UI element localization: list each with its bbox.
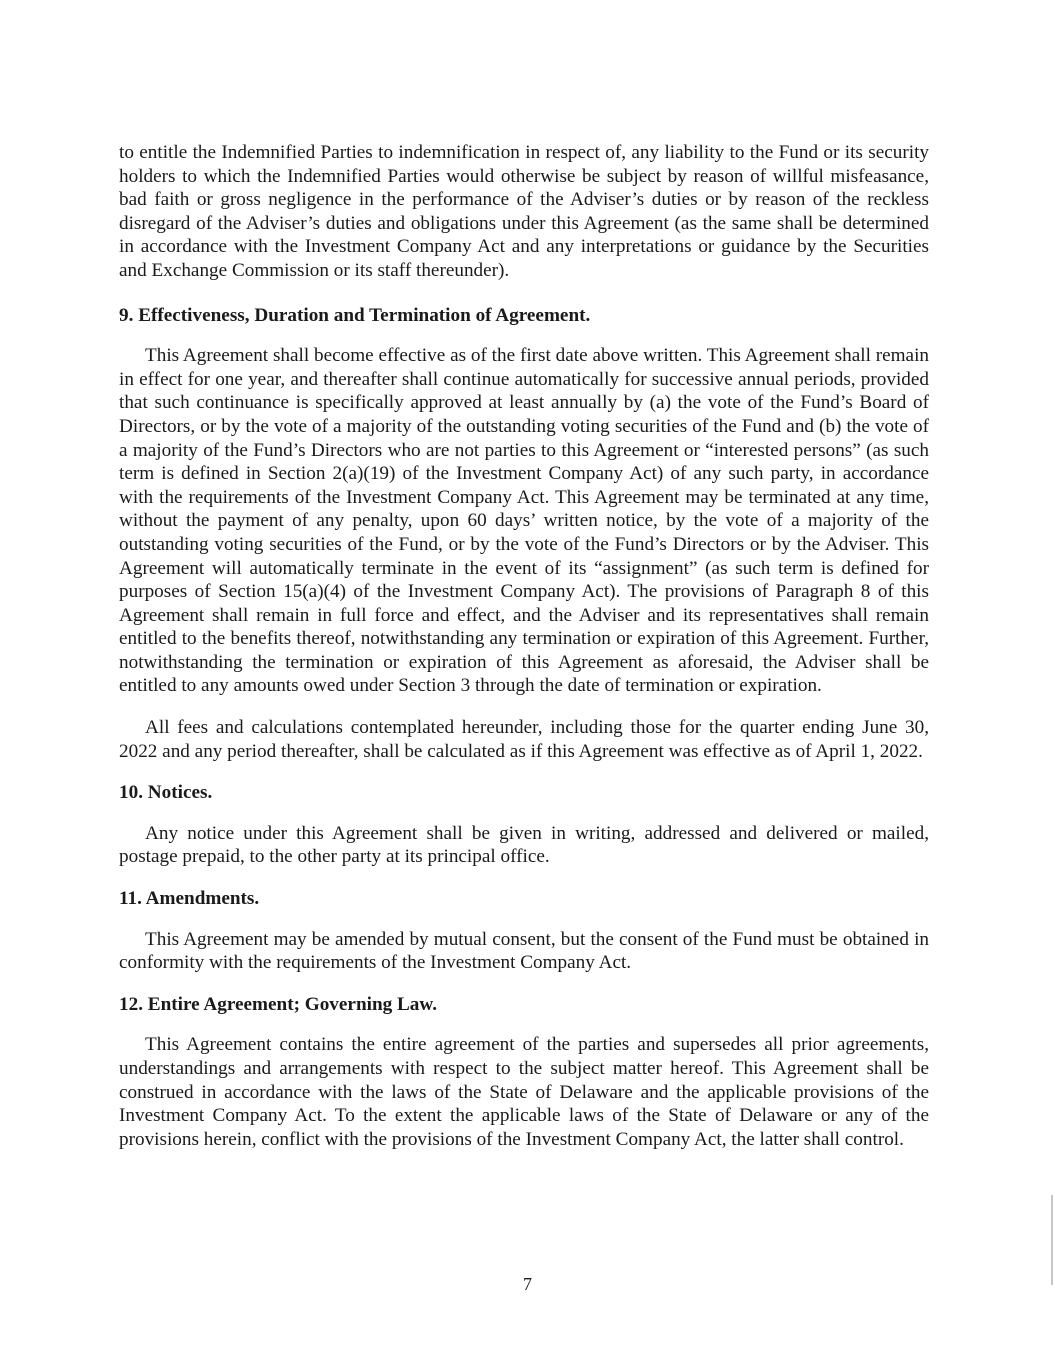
section-9-paragraph-2: All fees and calculations contemplated hereunder, including those for the quarter ending June 30, 2022 and any period thereafter, shall be calculated as if this Agreement was effective as of April 1, 2022. (119, 717, 929, 762)
section-11-heading: 11. Amendments. (119, 888, 260, 910)
section-10-heading: 10. Notices. (119, 782, 213, 804)
section-12-paragraph: This Agreement contains the entire agreement of the parties and supersedes all prior agreements, understandings and arrangements with respect to the subject matter hereof. This Agreement shall be construed in accordance with the laws of the State of Delaware and the applicable provisions of the Investment Company Act. To the extent the applicable laws of the State of Delaware or any of the provisions herein, conflict with the provisions of the Investment Company Act, the latter shall control. (119, 1034, 929, 1150)
intro-paragraph: to entitle the Indemnified Parties to indemnification in respect of, any liability to the Fund or its security holders to which the Indemnified Parties would otherwise be subject by reason of willful misfeasance, bad faith or gross negligence in the performance of the Adviser’s duties or by reason of the reckless disregard of the Adviser’s duties and obligations under this Agreement (as the same shall be determined in accordance with the Investment Company Act and any interpretations or guidance by the Securities and Exchange Commission or its staff thereunder). (119, 142, 929, 281)
page-number: 7 (523, 1274, 532, 1294)
document-body (119, 141, 929, 1151)
section-9-heading: 9. Effectiveness, Duration and Termination of Agreement. (119, 304, 591, 326)
section-11-paragraph: This Agreement may be amended by mutual consent, but the consent of the Fund must be obtained in conformity with the requirements of the Investment Company Act. (119, 928, 929, 974)
section-9-paragraph-1: This Agreement shall become effective as of the first date above written. This Agreement shall remain in effect for one year, and thereafter shall continue automatically for successive annual periods, provided that such continuance is specifically approved at least annually by (a) the vote of the Fund’s Board of Directors, or by the vote of a majority of the outstanding voting securities of the Fund and (b) the vote of a majority of the Fund’s Directors who are not parties to this Agreement or “interested persons” (as such term is defined in Section 2(a)(19) of the Investment Company Act) of any such party, in accordance with the requirements of the Investment Company Act. This Agreement may be terminated at any time, without the payment of any penalty, upon 60 days’ written notice, by the vote of a majority of the outstanding voting securities of the Fund, or by the vote of the Fund’s Directors or by the Adviser. This Agreement will automatically terminate in the event of its “assignment” (as such term is defined for purposes of Section 15(a)(4) of the Investment Company Act). The provisions of Paragraph 8 of this Agreement shall remain in full force and effect, and the Adviser and its representatives shall remain entitled to the benefits thereof, notwithstanding any termination or expiration of this Agreement. Further, notwithstanding the termination or expiration of this Agreement as aforesaid, the Adviser shall be entitled to any amounts owed under Section 3 through the date of termination or expiration. (119, 345, 929, 697)
scan-edge-mark (1051, 1195, 1053, 1285)
section-12-heading: 12. Entire Agreement; Governing Law. (119, 993, 437, 1015)
section-10-paragraph: Any notice under this Agreement shall be given in writing, addressed and delivered or mailed, postage prepaid, to the other party at its principal office. (119, 822, 929, 868)
